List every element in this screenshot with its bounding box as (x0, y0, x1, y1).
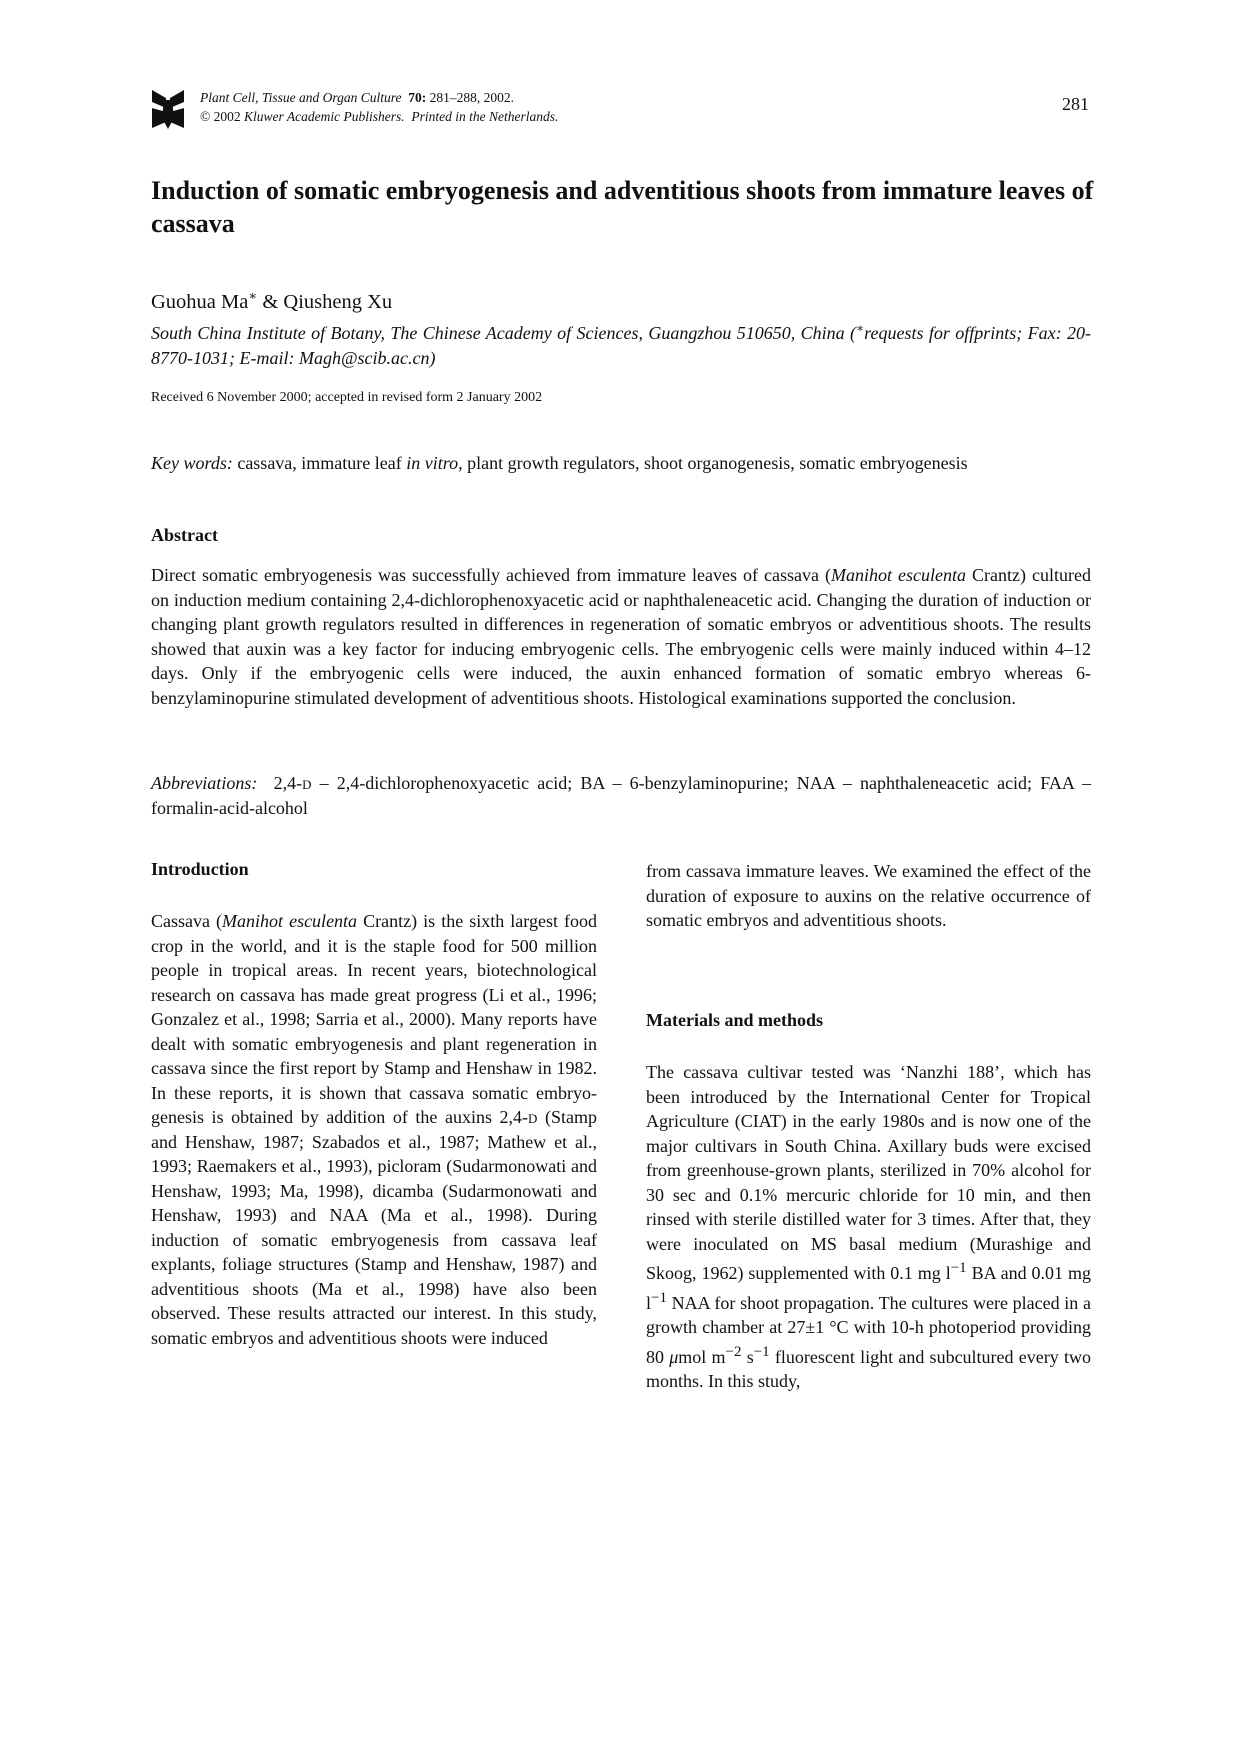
publisher-name: Kluwer Academic Publishers. (244, 109, 405, 124)
journal-citation (200, 88, 558, 126)
introduction-text: Cassava (Manihot esculenta Crantz) is the sixth largest food crop in the world, and it is the staple food for 500 million people in tropical areas. In recent years, biotechnological research on cassava has made great progress (Li et al., 1996; Gonzalez et al., 1998; Sarria et al., 2000). Many reports have dealt with somatic embryogenesis and plant regeneration in cassava since the first report by Stamp and Henshaw in 1982. In these reports, it is shown that cassava somatic embryogenesis is obtained by addition of the auxins 2,4-d (Stamp and Henshaw, 1987; Szabados et al., 1987; Mathew et al., 1993; Raemakers et al., 1993), picloram (Sudarmonowati and Henshaw, 1993; Ma, 1998), dicamba (Sudarmonowati and Henshaw, 1993) and NAA (Ma et al., 1998). During induction of somatic embryogenesis from cassava leaf explants, foliage structures (Stamp and Henshaw, 1987) and adventitious shoots (Ma et al., 1998) have also been observed. These results attracted our interest. In this study, somatic embryos and adventitious shoots were induced (151, 911, 597, 1348)
methods-text: The cassava cultivar tested was ‘Nanzhi 188’, which has been introduced by the International Center for Tropical Agriculture (CIAT) in the early 1980s and is now one of the major cultivars in South China. Axillary buds were excised from greenhouse-grown plants, sterilized in 70% alcohol for 30 sec and 0.1% mercuric chloride for 10 min, and then rinsed with sterile distilled water for 3 times. After that, they were inoculated on MS basal medium (Murashige and Skoog, 1962) supplemented with 0.1 mg $l^{-1}$ BA and 0.01 mg $l^{-1}$ NAA for shoot propagation. The cultures were placed in a growth chamber at 27±1 °C with 10-h photoperiod providing 80 μmol $m^{-2}$ $s^{-1}$ fluorescent light and subcultured every two months. In this study, (646, 1062, 1091, 1391)
keywords-label: Key words: (151, 453, 233, 473)
affiliation: South China Institute of Botany, The Chinese Academy of Sciences, Guangzhou 510650, China (∗requests for offprints; Fax: 20-8770-1031; E-mail: Magh@scib.ac.cn) (151, 321, 1091, 368)
received-date: Received 6 November 2000; accepted in revised form 2 January 2002 (151, 390, 543, 405)
journal-pages: 281–288, 2002. (429, 90, 515, 105)
journal-volume: 70: (408, 90, 427, 105)
introduction-continuation: from cassava immature leaves. We examined the effect of the duration of exposure to auxins on the relative occurrence of somatic embryos and adventitious shoots. (646, 861, 1091, 930)
abbreviations: Abbreviations: 2,4-d – 2,4-dichlorophenoxyacetic acid; BA – 6-benzylaminopurine; NAA – naphthaleneacetic acid; FAA – formalin-acid-alcohol (151, 773, 1092, 818)
copyright-year: © 2002 (200, 109, 241, 124)
paper-title: Induction of somatic embryogenesis and adventitious shoots from immature leaves of cassava (151, 176, 1094, 238)
publisher-logo-icon (150, 88, 186, 130)
introduction-heading: Introduction (151, 859, 249, 879)
page-number: 281 (1062, 94, 1089, 114)
abstract-text: Direct somatic embryogenesis was successfully achieved from immature leaves of cassava (Manihot esculenta Crantz) cultured on induction medium containing 2,4-dichlorophenoxyacetic acid or naphthaleneacetic acid. Changing the duration of induction or changing plant growth regulators resulted in differences in regeneration of somatic embryos or adventitious shoots. The results showed that auxin was a key factor for inducing embryogenic cells. The embryogenic cells were mainly induced within 4–12 days. Only if the embryogenic cells were induced, the auxin enhanced formation of somatic embryo whereas 6-benzylaminopurine stimulated development of adventitious shoots. Histological examinations supported the conclusion. (151, 565, 1091, 708)
printed-location: Printed in the Netherlands. (411, 109, 559, 124)
abstract-heading: Abstract (151, 525, 218, 545)
journal-name: Plant Cell, Tissue and Organ Culture (200, 90, 402, 105)
methods-heading: Materials and methods (646, 1010, 823, 1030)
authors: Guohua Ma∗ & Qiusheng Xu (151, 288, 393, 313)
abbreviations-label: Abbreviations: (151, 773, 258, 793)
keywords: Key words: cassava, immature leaf in vitro, plant growth regulators, shoot organogenesis, somatic embryogenesis (151, 453, 968, 473)
